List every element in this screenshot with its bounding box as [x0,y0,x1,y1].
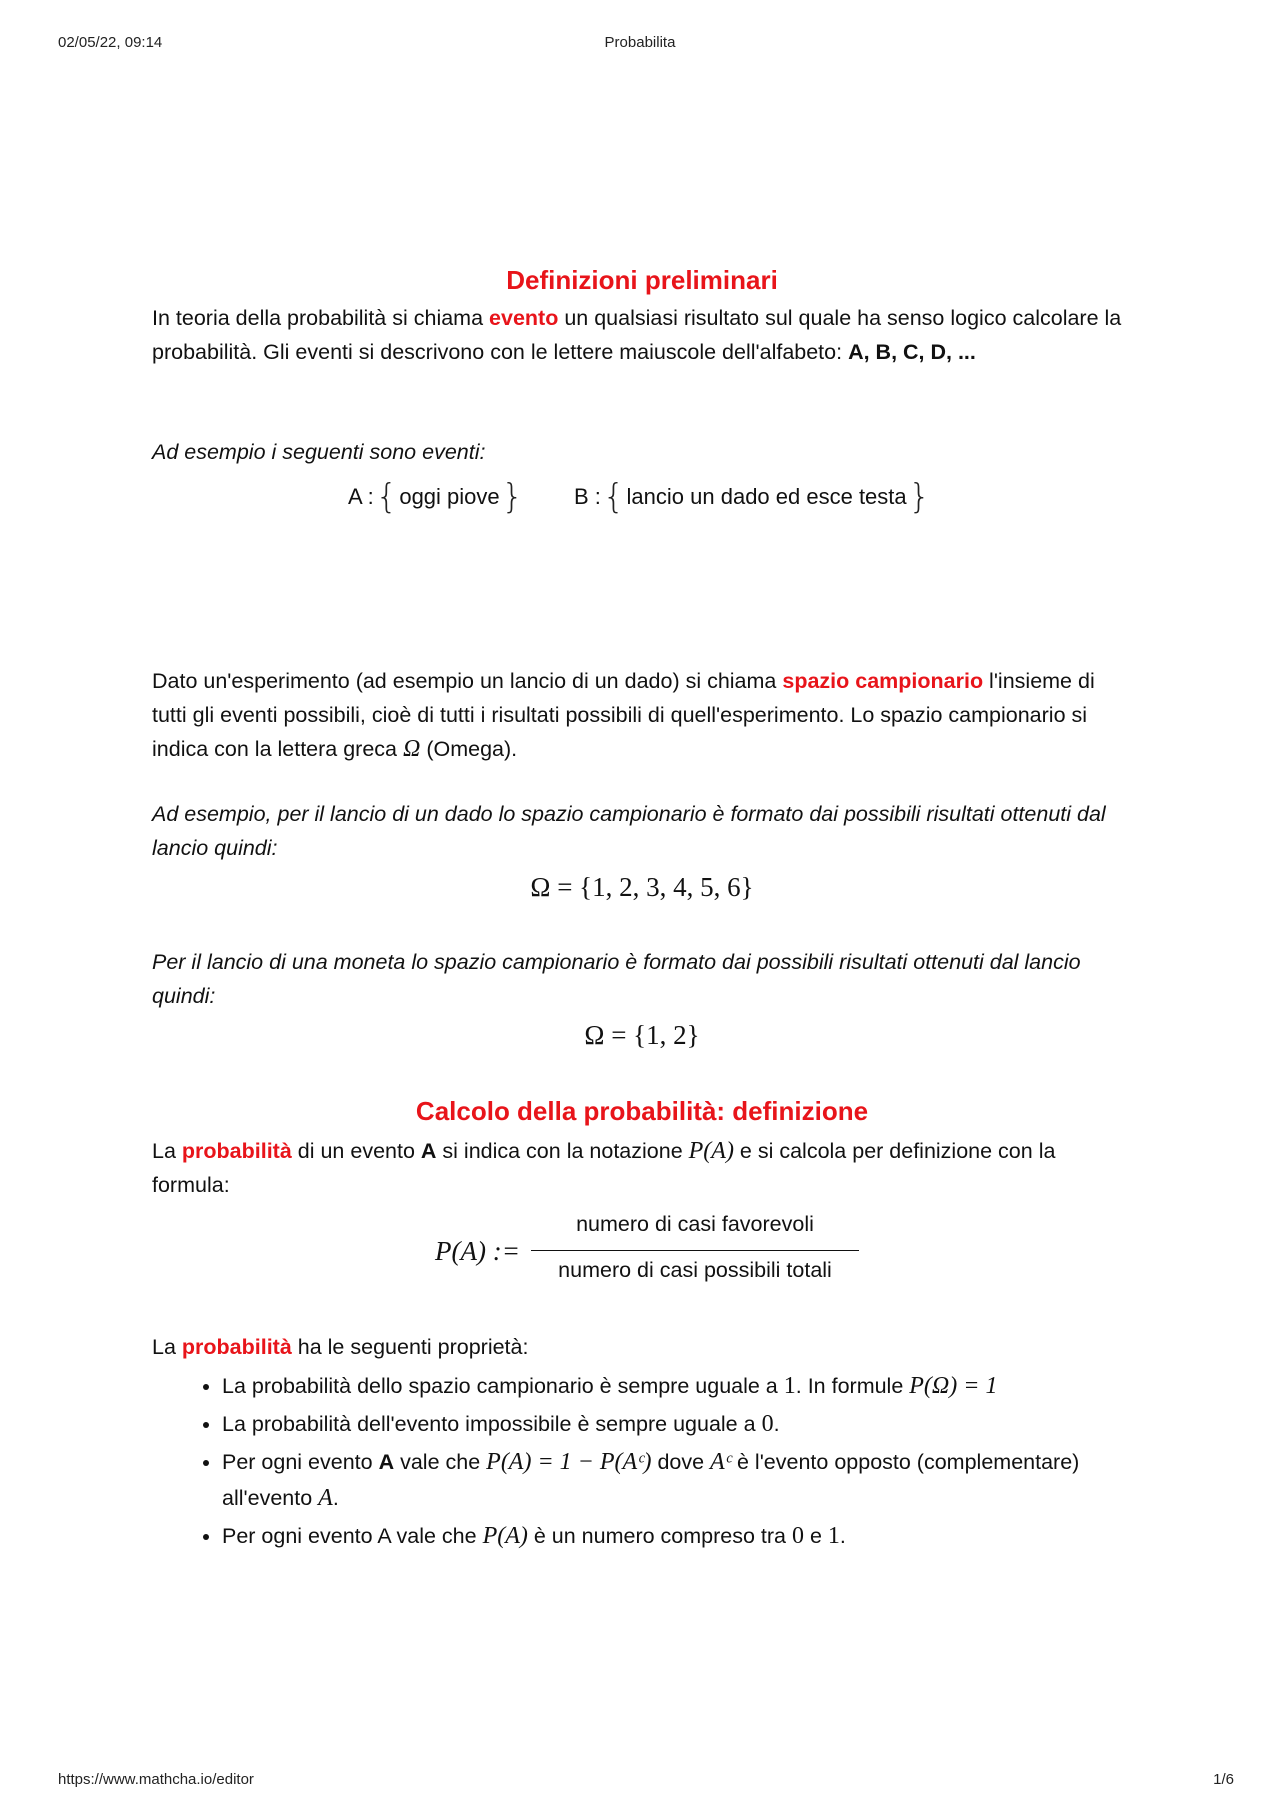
event-b [574,477,932,517]
text-run: La probabilità dello spazio campionario è sempre uguale a [222,1374,784,1398]
right-brace: } [501,477,524,517]
text-run: (Omega). [420,737,518,761]
text-run: . In formule [795,1374,910,1398]
math-pa: P(A) [482,1523,528,1549]
paragraph-probabilita [152,1134,1132,1202]
right-brace: } [908,477,931,517]
text-run: La [152,1335,182,1359]
text-run: Per ogni evento A vale che [222,1524,483,1548]
text-run: La [152,1139,182,1163]
event-a [348,477,525,517]
text-run: Per ogni evento [222,1450,379,1474]
text-run: di un evento [291,1139,421,1163]
text-run: . [332,1486,339,1510]
text-run: vale che [394,1450,487,1474]
text-run: e si calcola per definizione con la formula: [152,1139,1056,1197]
text-run: ha le seguenti proprietà: [291,1335,529,1359]
print-page-title: Probabilita [604,34,676,51]
list-item [222,1406,1122,1442]
left-brace: { [602,477,625,517]
left-brace: { [375,477,398,517]
text-run: è l'evento opposto (complementare) all'evento [222,1450,1080,1510]
example-dado: Ad esempio, per il lancio di un dado lo spazio campionario è formato dai possibili risultati ottenuti dal lancio quindi: [152,802,1106,860]
formula-lhs: P(A) := [435,1236,520,1266]
math-formula: P(A) = 1 − P(Aᶜ) [486,1449,652,1475]
list-item [222,1518,1122,1554]
math-number: 0 [792,1523,804,1549]
text-run: un qualsiasi risultato sul quale ha senso logico calcolare la probabilità. Gli eventi si descrivono con le lettere maiuscole dell'alfabeto: [152,306,1122,364]
example-intro: Ad esempio i seguenti sono eventi: [152,440,486,464]
text-run: . [773,1412,780,1436]
section-title-calcolo: Calcolo della probabilità: definizione [415,1096,869,1126]
fraction-bar [531,1250,859,1251]
event-b-text: lancio un dado ed esce testa [626,484,907,509]
highlight-spazio-campionario: spazio campionario [782,669,984,693]
print-datetime: 02/05/22, 09:14 [58,34,163,51]
section-title-definizioni: Definizioni preliminari [506,265,778,295]
text-run: In teoria della probabilità si chiama [152,306,490,330]
bold-a: A [378,1450,395,1474]
math-a: A [318,1485,333,1511]
paragraph-evento [152,301,1132,369]
highlight-probabilita: probabilità [181,1335,292,1359]
text-run: l'insieme di tutti gli eventi possibili, cioè di tutti i risultati possibili di quell'esperimento. Lo spazio campionario si indica con la lettera greca [152,669,1095,761]
event-a-text: oggi piove [399,484,500,509]
text-run: Dato un'esperimento (ad esempio un lancio di un dado) si chiama [152,669,783,693]
text-run: e [804,1524,828,1548]
bold-a: A [420,1139,437,1163]
text-run: . [839,1524,846,1548]
event-a-label: A : [348,484,374,509]
math-number: 1 [827,1523,840,1549]
math-complement: Aᶜ [710,1449,732,1475]
text-run: si indica con la notazione [436,1139,689,1163]
example-moneta: Per il lancio di una moneta lo spazio campionario è formato dai possibili risultati ottenuti dal lancio quindi: [152,950,1081,1008]
event-b-label: B : [574,484,601,509]
print-url: https://www.mathcha.io/editor [58,1771,254,1788]
highlight-probabilita: probabilità [181,1139,292,1163]
list-item [222,1444,1122,1516]
formula-numerator: numero di casi favorevoli [576,1212,814,1236]
events-example [0,477,1280,530]
math-formula: P(Ω) = 1 [909,1373,998,1399]
list-item [222,1368,1122,1404]
properties-list [196,1368,1122,1556]
math-number: 1 [783,1373,796,1399]
highlight-evento: evento [489,306,559,330]
math-pa: P(A) [688,1138,734,1164]
probability-formula [435,1212,855,1292]
bold-letters: A, B, C, D, ... [848,340,976,364]
text-run: dove [651,1450,711,1474]
paragraph-spazio-campionario [152,664,1132,766]
math-number: 0 [761,1411,774,1437]
equation-dado: Ω = {1, 2, 3, 4, 5, 6} [530,872,754,902]
text-run: è un numero compreso tra [527,1524,792,1548]
equation-moneta: Ω = {1, 2} [584,1020,700,1050]
print-page-number: 1/6 [1213,1771,1234,1788]
text-run: La probabilità dell'evento impossibile è sempre uguale a [222,1412,762,1436]
formula-denominator: numero di casi possibili totali [558,1258,832,1282]
omega-symbol: Ω [402,736,421,762]
properties-intro [152,1330,1132,1364]
